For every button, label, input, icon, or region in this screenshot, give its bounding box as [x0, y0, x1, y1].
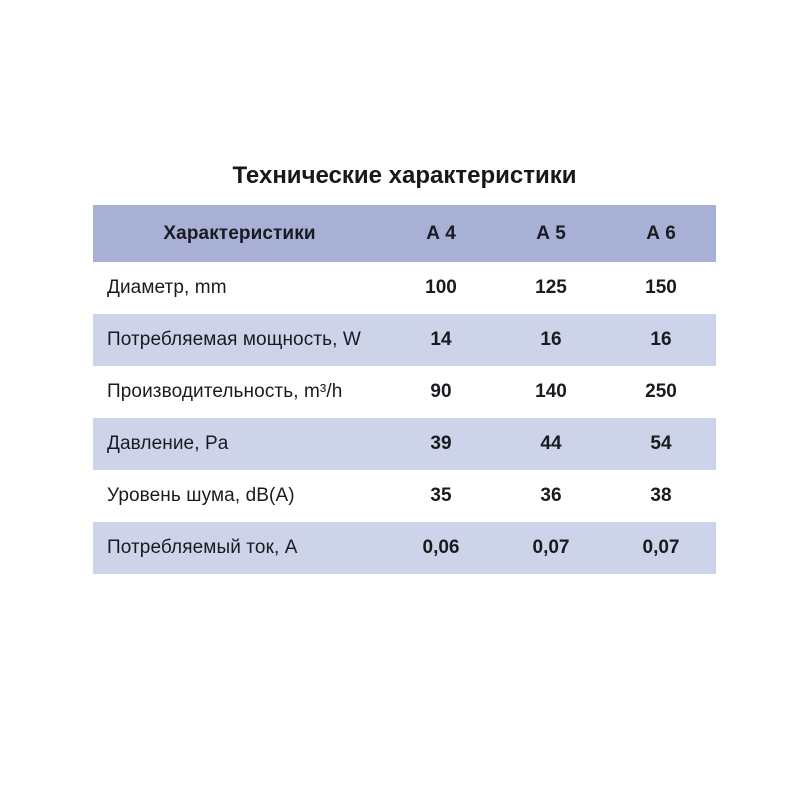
- cell-value: 0,06: [422, 537, 460, 558]
- header-cell-a5: А 5: [536, 222, 566, 244]
- cell-value: 125: [535, 277, 567, 298]
- cell-value: 0,07: [642, 537, 680, 558]
- header-cell-characteristics: Характеристики: [163, 222, 316, 244]
- cell-value: 36: [540, 485, 562, 506]
- cell-value: 14: [430, 329, 452, 350]
- table-row-pressure: [93, 418, 716, 470]
- spec-section: [93, 161, 716, 574]
- table-row-noise: [93, 470, 716, 522]
- row-label: Потребляемый ток, A: [107, 537, 298, 558]
- cell-value: 16: [540, 329, 562, 350]
- header-cell-a4: А 4: [426, 222, 456, 244]
- table-row-current: [93, 522, 716, 574]
- table-row-airflow: [93, 366, 716, 418]
- cell-value: 38: [650, 485, 672, 506]
- cell-value: 35: [430, 485, 452, 506]
- cell-value: 100: [425, 277, 457, 298]
- cell-value: 90: [430, 381, 452, 402]
- cell-value: 44: [540, 433, 562, 454]
- header-cell-a6: А 6: [646, 222, 676, 244]
- cell-value: 16: [650, 329, 672, 350]
- table-row-diameter: [93, 262, 716, 314]
- cell-value: 150: [645, 277, 677, 298]
- row-label: Производительность, m³/h: [107, 381, 343, 402]
- row-label: Уровень шума, dB(A): [107, 485, 295, 506]
- cell-value: 39: [430, 433, 452, 454]
- table-row-power: [93, 314, 716, 366]
- spec-table: [93, 205, 716, 574]
- page-title: Технические характеристики: [232, 162, 577, 189]
- row-label: Потребляемая мощность, W: [107, 329, 361, 350]
- cell-value: 54: [650, 433, 672, 454]
- table-header-row: [93, 205, 716, 262]
- cell-value: 140: [535, 381, 567, 402]
- cell-value: 0,07: [532, 537, 570, 558]
- row-label: Диаметр, mm: [107, 277, 227, 298]
- cell-value: 250: [645, 381, 677, 402]
- row-label: Давление, Pa: [107, 433, 229, 454]
